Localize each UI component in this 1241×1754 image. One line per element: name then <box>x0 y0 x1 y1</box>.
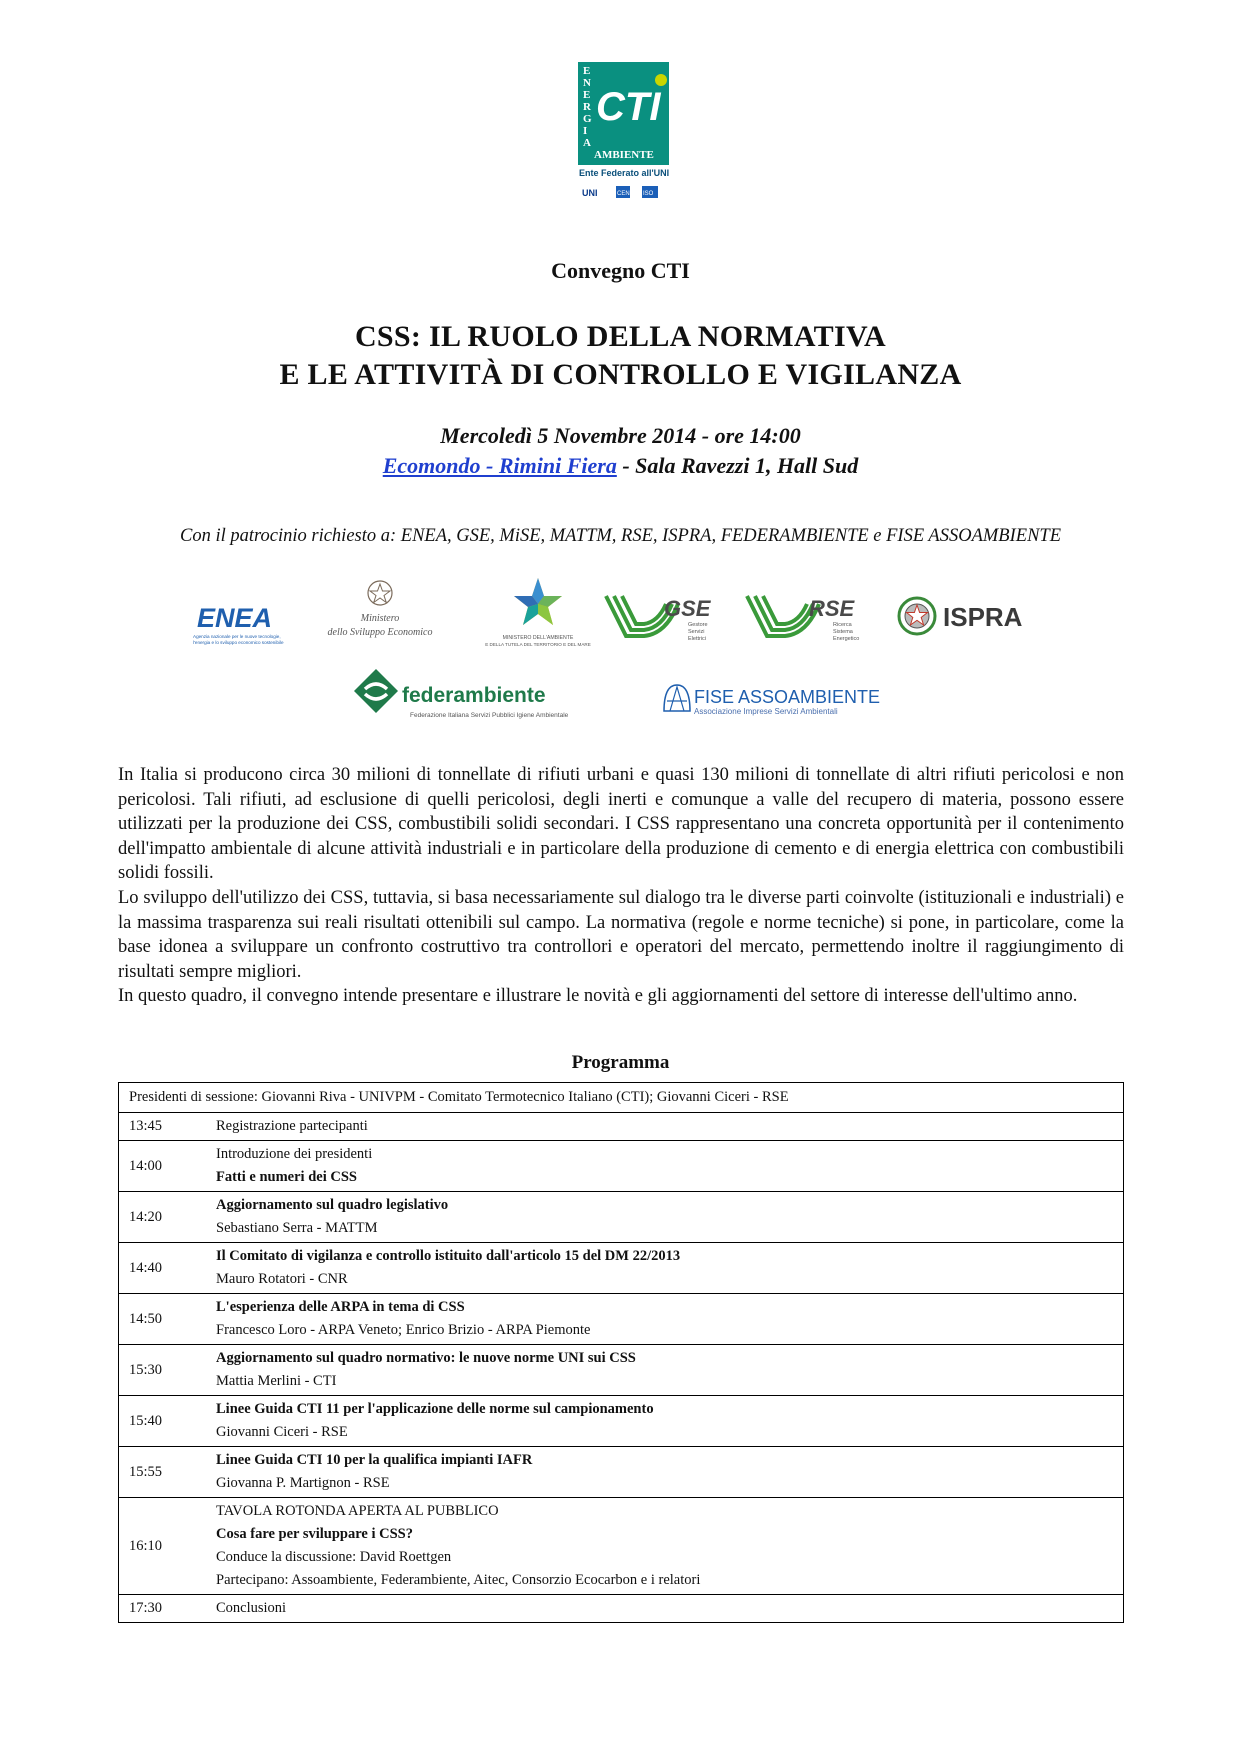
svg-text:Federazione Italiana Servizi P: Federazione Italiana Servizi Pubblici Igiene Ambientale <box>410 712 569 719</box>
svg-text:G: G <box>583 113 592 125</box>
table-row <box>119 1294 1124 1345</box>
program-time: 15:30 <box>119 1345 207 1396</box>
program-item: Linee Guida CTI 10 per la qualifica impianti IAFR Giovanna P. Martignon - RSE <box>206 1447 1124 1498</box>
session-chairs: Presidenti di sessione: Giovanni Riva - UNIVPM - Comitato Termotecnico Italiano (CTI); Giovanni Ciceri - RSE <box>119 1083 1124 1113</box>
program-item: TAVOLA ROTONDA APERTA AL PUBBLICO Cosa fare per sviluppare i CSS? Conduce la discussione: David Roettgen Partecipano: Assoambiente, Federambiente, Aitec, Consorzio Ecocarbon e i relatori <box>206 1498 1124 1595</box>
program-time: 15:40 <box>119 1396 207 1447</box>
venue-details: - Sala Ravezzi 1, Hall Sud <box>616 453 859 478</box>
svg-text:Ricerca: Ricerca <box>833 622 852 628</box>
program-item: Conclusioni <box>206 1595 1124 1623</box>
svg-text:federambiente: federambiente <box>402 684 546 707</box>
ispra-logo <box>897 592 1043 642</box>
table-row <box>119 1498 1124 1595</box>
program-title: Programma <box>571 1052 670 1073</box>
program-time: 13:45 <box>119 1113 207 1141</box>
program-time: 16:10 <box>119 1498 207 1595</box>
table-row <box>119 1345 1124 1396</box>
program-item: Aggiornamento sul quadro normativo: le nuove norme UNI sui CSS Mattia Merlini - CTI <box>206 1345 1124 1396</box>
mattm-logo <box>463 576 613 648</box>
svg-text:ISO: ISO <box>643 191 654 197</box>
svg-text:GSE: GSE <box>664 596 711 621</box>
program-item: Registrazione partecipanti <box>206 1113 1124 1141</box>
mise-logo <box>318 577 442 647</box>
program-time: 15:55 <box>119 1447 207 1498</box>
svg-text:Agenzia nazionale per le nuove: Agenzia nazionale per le nuove tecnologie, <box>193 634 281 639</box>
program-time: 14:50 <box>119 1294 207 1345</box>
table-row <box>119 1113 1124 1141</box>
federambiente-logo <box>352 667 592 723</box>
program-item: Linee Guida CTI 11 per l'applicazione delle norme sul campionamento Giovanni Ciceri - RSE <box>206 1396 1124 1447</box>
event-title <box>0 318 1241 394</box>
svg-text:Sistema: Sistema <box>833 629 853 635</box>
program-time: 17:30 <box>119 1595 207 1623</box>
svg-text:E DELLA TUTELA DEL TERRITORIO: E DELLA TUTELA DEL TERRITORIO E DEL MARE <box>485 642 591 647</box>
table-row <box>119 1083 1124 1113</box>
svg-text:l'energia e lo sviluppo econom: l'energia e lo sviluppo economico sostenibile <box>193 640 284 645</box>
rse-logo <box>745 588 867 648</box>
table-row <box>119 1595 1124 1623</box>
italian-emblem-icon <box>368 581 392 605</box>
star-icon <box>514 578 562 625</box>
table-row <box>119 1243 1124 1294</box>
republic-emblem-icon <box>899 598 935 634</box>
intro-paragraph: Lo sviluppo dell'utilizzo dei CSS, tuttavia, si basa necessariamente sul dialogo tra le diverse parti coinvolte (istituzionali e industriali) e la massima trasparenza sui reali risultati ottenibili sul campo. La normativa (regole e norme tecniche) si pone, in particolare, come la base idonea a sviluppare un confronto costruttivo tra controllori e operatori del mercato, permettendo inoltre il raggiungimento di risultati sempre migliori. <box>118 887 1124 982</box>
svg-text:MINISTERO DELL'AMBIENTE: MINISTERO DELL'AMBIENTE <box>502 635 574 641</box>
svg-text:A: A <box>583 137 591 149</box>
svg-text:Servizi: Servizi <box>688 629 705 635</box>
svg-text:UNI: UNI <box>582 188 598 198</box>
svg-text:N: N <box>583 77 591 89</box>
program-item: Aggiornamento sul quadro legislativo Sebastiano Serra - MATTM <box>206 1192 1124 1243</box>
event-when-where <box>0 421 1241 481</box>
cti-logo <box>578 62 669 201</box>
fise-assoambiente-logo <box>662 681 882 719</box>
svg-text:ISPRA: ISPRA <box>943 602 1023 632</box>
svg-text:CEN: CEN <box>617 191 630 197</box>
event-kicker: Convegno CTI <box>551 258 690 283</box>
program-item: Introduzione dei presidenti Fatti e numeri dei CSS <box>206 1141 1124 1192</box>
program-item: L'esperienza delle ARPA in tema di CSS Francesco Loro - ARPA Veneto; Enrico Brizio - ARPA Piemonte <box>206 1294 1124 1345</box>
program-time: 14:40 <box>119 1243 207 1294</box>
svg-text:Gestore: Gestore <box>688 622 708 628</box>
svg-text:dello Sviluppo Economico: dello Sviluppo Economico <box>327 627 433 638</box>
table-row <box>119 1192 1124 1243</box>
svg-text:FISE ASSOAMBIENTE: FISE ASSOAMBIENTE <box>694 687 881 707</box>
enea-logo <box>193 597 293 649</box>
intro-paragraph: In Italia si producono circa 30 milioni di tonnellate di rifiuti urbani e quasi 130 milioni di tonnellate di altri rifiuti pericolosi e non pericolosi. Tali rifiuti, ad esclusione di quelli pericolosi, degli inerti e comunque a valle del recupero di materia, possono essere utilizzati per la produzione dei CSS, combustibili solidi secondari. I CSS rappresentano una concreta opportunità per il contenimento dell'impatto ambientale di alcune attività industriali e in particolare della produzione di cemento e di energia elettrica con combustibili solidi fossili. <box>118 765 1124 884</box>
svg-text:CTI: CTI <box>596 85 661 129</box>
table-row <box>119 1141 1124 1192</box>
svg-text:Energetico: Energetico <box>833 636 860 642</box>
table-row <box>119 1396 1124 1447</box>
program-time: 14:00 <box>119 1141 207 1192</box>
event-title-line-2: E LE ATTIVITÀ DI CONTROLLO E VIGILANZA <box>279 358 962 391</box>
svg-text:I: I <box>583 125 588 137</box>
gse-logo <box>604 588 720 648</box>
svg-text:ENEA: ENEA <box>197 603 273 633</box>
intro-text <box>118 763 1124 1009</box>
svg-text:Ente Federato all'UNI: Ente Federato all'UNI <box>579 168 669 178</box>
event-venue <box>0 451 1241 481</box>
svg-text:E: E <box>583 65 591 77</box>
program-time: 14:20 <box>119 1192 207 1243</box>
fise-shell-icon <box>664 685 690 711</box>
svg-text:AMBIENTE: AMBIENTE <box>594 149 654 161</box>
venue-link[interactable]: Ecomondo - Rimini Fiera <box>382 453 617 478</box>
svg-text:Ministero: Ministero <box>360 613 400 624</box>
program-table <box>118 1082 1124 1623</box>
svg-text:Associazione Imprese Servizi A: Associazione Imprese Servizi Ambientali <box>694 707 838 716</box>
event-date: Mercoledì 5 Novembre 2014 - ore 14:00 <box>440 423 801 448</box>
intro-paragraph: In questo quadro, il convegno intende presentare e illustrare le novità e gli aggiornamenti del settore di interesse dell'ultimo anno. <box>118 986 1078 1007</box>
svg-text:RSE: RSE <box>809 596 855 621</box>
svg-text:Elettrici: Elettrici <box>688 636 707 642</box>
table-row <box>119 1447 1124 1498</box>
patronage-line: Con il patrocinio richiesto a: ENEA, GSE, MiSE, MATTM, RSE, ISPRA, FEDERAMBIENTE e FISE ASSOAMBIENTE <box>179 526 1061 546</box>
federambiente-diamond-icon <box>354 669 398 713</box>
svg-text:R: R <box>583 101 591 113</box>
event-title-line-1: CSS: IL RUOLO DELLA NORMATIVA <box>354 320 887 353</box>
program-item: Il Comitato di vigilanza e controllo istituito dall'articolo 15 del DM 22/2013 Mauro Rotatori - CNR <box>206 1243 1124 1294</box>
svg-text:E: E <box>583 89 591 101</box>
